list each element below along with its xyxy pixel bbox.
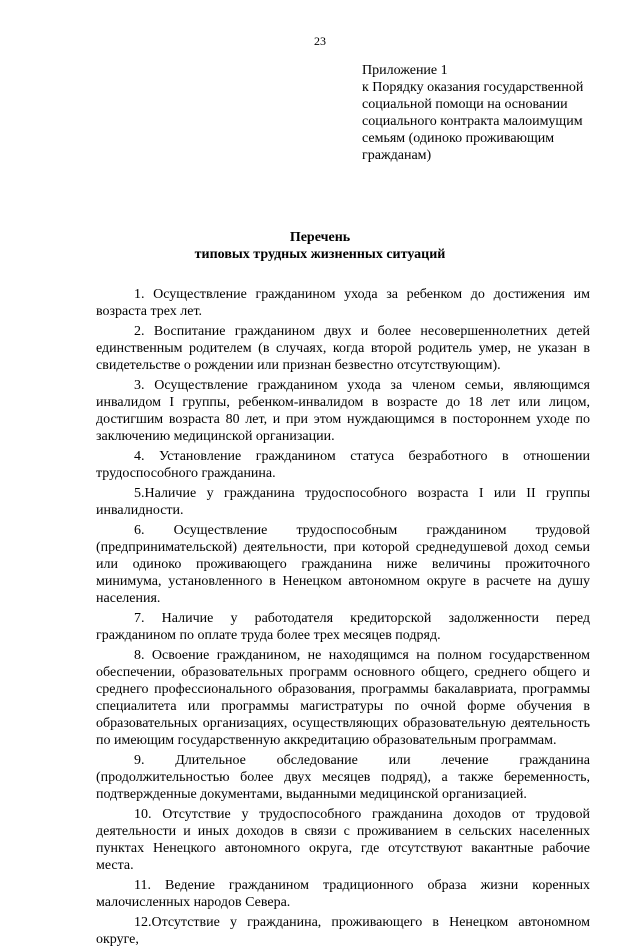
title-line-1: Перечень bbox=[289, 230, 351, 245]
list-item: 7. Наличие у работодателя кредиторской задолженности перед гражданином по оплате труда более трех месяцев подряд. bbox=[96, 611, 590, 643]
list-item: 8. Освоение гражданином, не находящимся на полном государственном обеспечении, образовательных программ основного общего, среднего общего и среднего профессионального образования, программы бакалавриата, программы специалитета или программы магистратуры по очной форме обучения в образовательных организациях, осуществляющих образовательную деятельность по имеющим государственную аккредитацию образовательным программам. bbox=[96, 648, 590, 748]
list-item: 3. Осуществление гражданином ухода за членом семьи, являющимся инвалидом I группы, ребенком-инвалидом в возрасте до 18 лет или лицом, достигшим возраста 80 лет, и при этом нуждающимся в постороннем уходе по заключению медицинской организации. bbox=[96, 378, 590, 444]
list-item: 1. Осуществление гражданином ухода за ребенком до достижения им возраста трех лет. bbox=[96, 287, 590, 319]
list-item: 11. Ведение гражданином традиционного образа жизни коренных малочисленных народов Севера. bbox=[96, 878, 590, 910]
appendix-line: гражданам) bbox=[362, 148, 432, 163]
list-item: 4. Установление гражданином статуса безработного в отношении трудоспособного гражданина. bbox=[96, 449, 590, 481]
list-item: 2. Воспитание гражданином двух и более несовершеннолетних детей единственным родителем (в случаях, когда второй родитель умер, не указан в свидетельстве о рождении или признан безвестно отсутствующим). bbox=[96, 324, 590, 373]
situations-list bbox=[96, 286, 590, 951]
page-number: 23 bbox=[314, 34, 326, 48]
appendix-line: Приложение 1 bbox=[362, 63, 448, 78]
document-title bbox=[0, 229, 640, 263]
appendix-line: семьям (одиноко проживающим bbox=[362, 131, 555, 146]
appendix-line: к Порядку оказания государственной bbox=[362, 80, 584, 95]
appendix-line: социальной помощи на основании bbox=[362, 97, 568, 112]
appendix-header bbox=[362, 62, 602, 164]
list-item: 5.Наличие у гражданина трудоспособного возраста I или II группы инвалидности. bbox=[96, 486, 590, 518]
appendix-line: социального контракта малоимущим bbox=[362, 114, 583, 129]
title-line-2: типовых трудных жизненных ситуаций bbox=[194, 247, 446, 262]
list-item: 9. Длительное обследование или лечение гражданина (продолжительностью более двух месяцев подряд), а также беременность, подтвержденные документами, выданными медицинской организацией. bbox=[96, 753, 590, 802]
list-item: 6. Осуществление трудоспособным гражданином трудовой (предпринимательской) деятельности, при которой среднедушевой доход семьи или одиноко проживающего гражданина ниже величины прожиточного минимума, установленного в Ненецком автономном округе в расчете на душу населения. bbox=[96, 523, 590, 606]
list-item: 10. Отсутствие у трудоспособного гражданина доходов от трудовой деятельности и иных доходов в связи с проживанием в сельских населенных пунктах Ненецкого автономного округа, где отсутствуют вакантные рабочие места. bbox=[96, 807, 590, 873]
list-item: 12.Отсутствие у гражданина, проживающего в Ненецком автономном округе, bbox=[96, 915, 590, 947]
